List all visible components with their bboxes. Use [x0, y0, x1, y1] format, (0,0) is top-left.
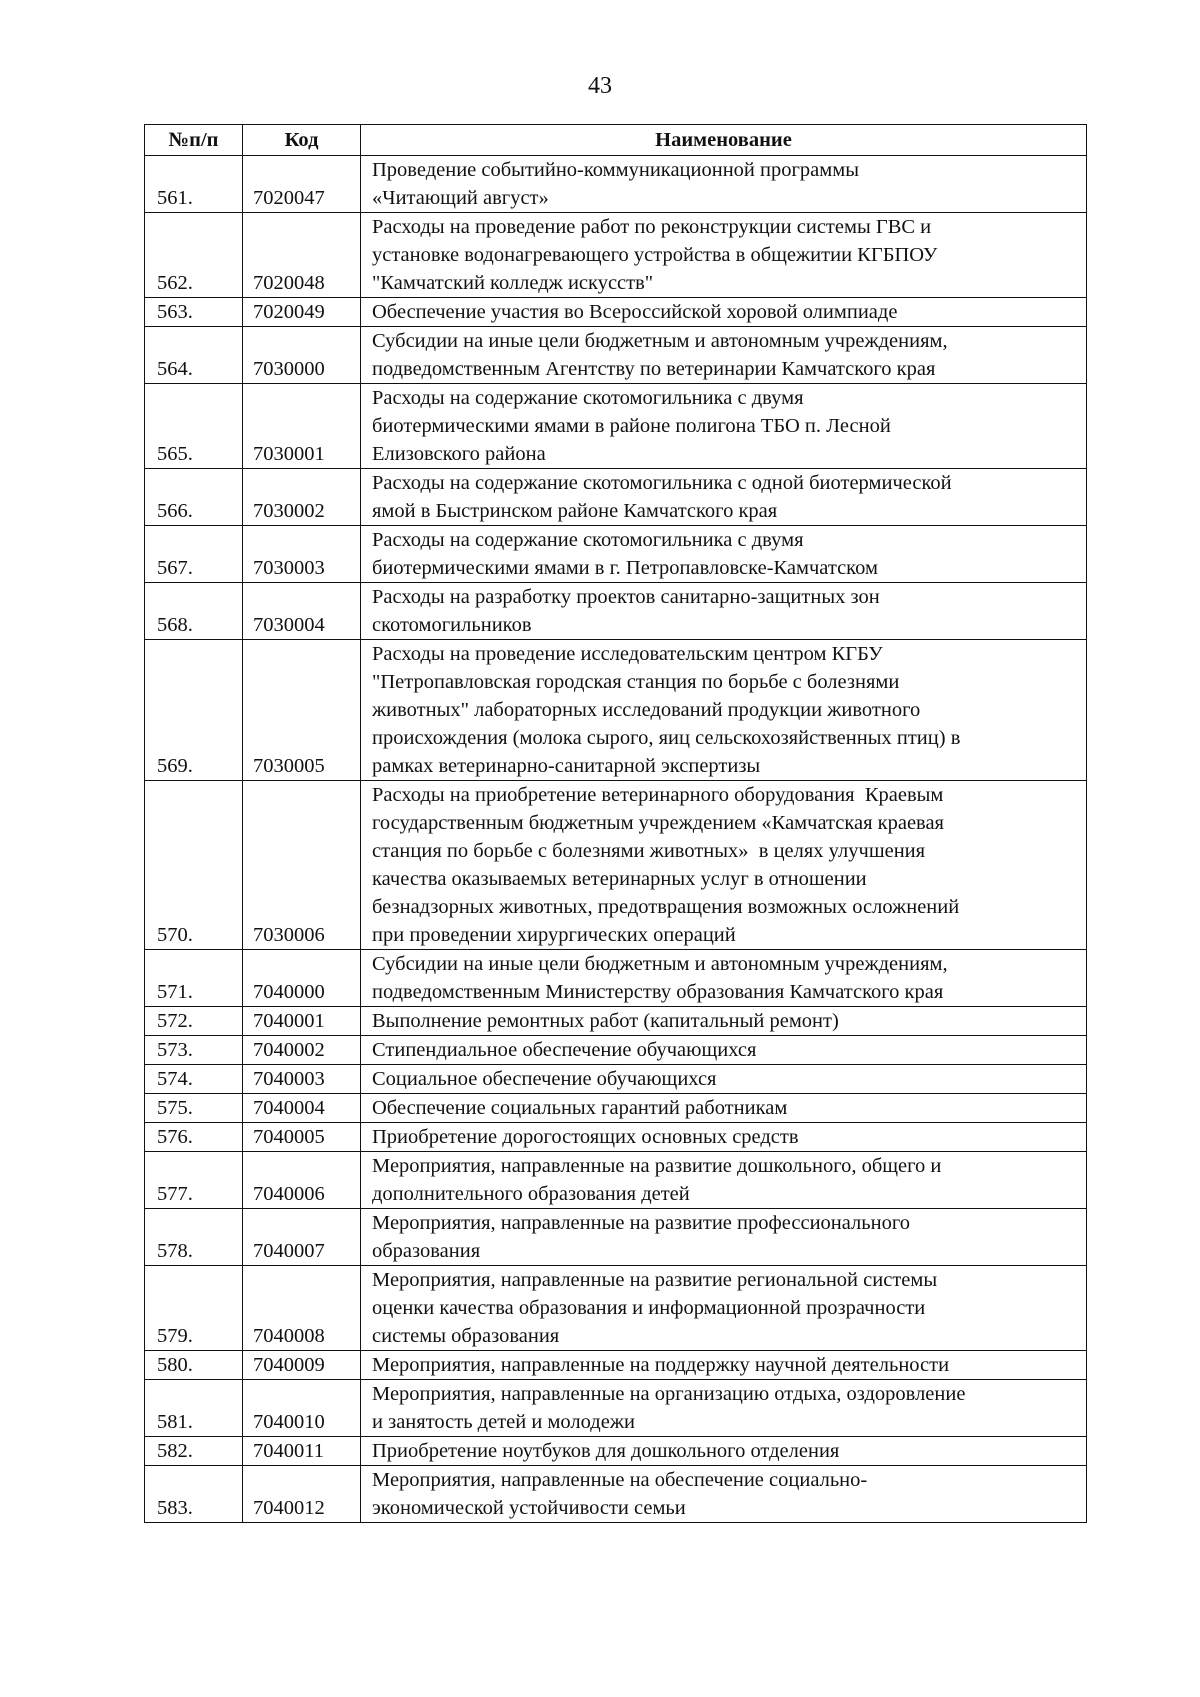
row-number: 561.: [145, 156, 243, 213]
row-code: 7040005: [243, 1123, 361, 1152]
row-name: [361, 950, 1087, 1007]
row-name-line: Приобретение ноутбуков для дошкольного отделения: [372, 1440, 840, 1462]
table-row: [145, 1466, 1087, 1523]
table-row: [145, 1123, 1087, 1152]
row-name-line: дополнительного образования детей: [372, 1183, 690, 1205]
row-number: 568.: [145, 583, 243, 640]
row-name-line: Субсидии на иные цели бюджетным и автономным учреждениям,: [372, 953, 948, 975]
row-name-line: "Камчатский колледж искусств": [372, 272, 654, 294]
row-number: 564.: [145, 327, 243, 384]
row-name: [361, 469, 1087, 526]
row-name-line: Мероприятия, направленные на развитие региональной системы: [372, 1269, 938, 1291]
row-name-line: установке водонагревающего устройства в общежитии КГБПОУ: [372, 244, 938, 266]
row-name-line: станция по борьбе с болезнями животных» в целях улучшения: [372, 840, 926, 862]
row-name: [361, 1123, 1087, 1152]
row-name-line: Субсидии на иные цели бюджетным и автономным учреждениям,: [372, 330, 948, 352]
row-name: [361, 1380, 1087, 1437]
row-name-line: Стипендиальное обеспечение обучающихся: [372, 1039, 757, 1061]
table-row: [145, 1094, 1087, 1123]
row-number: 578.: [145, 1209, 243, 1266]
row-number: 567.: [145, 526, 243, 583]
row-name-line: экономической устойчивости семьи: [372, 1497, 686, 1519]
table-row: [145, 583, 1087, 640]
row-name-line: происхождения (молока сырого, яиц сельскохозяйственных птиц) в: [372, 727, 961, 749]
row-name: [361, 384, 1087, 469]
table-row: [145, 384, 1087, 469]
row-name-line: государственным бюджетным учреждением «Камчатская краевая: [372, 812, 944, 834]
row-name-line: "Петропавловская городская станция по борьбе с болезнями: [372, 671, 900, 693]
row-name-line: оценки качества образования и информационной прозрачности: [372, 1297, 926, 1319]
row-code: 7030001: [243, 384, 361, 469]
row-number: 583.: [145, 1466, 243, 1523]
table-row: [145, 1437, 1087, 1466]
row-name-line: Обеспечение социальных гарантий работникам: [372, 1097, 788, 1119]
row-name-line: при проведении хирургических операций: [372, 924, 736, 946]
row-number: 566.: [145, 469, 243, 526]
row-name: [361, 1351, 1087, 1380]
row-name: [361, 1466, 1087, 1523]
row-code: 7040011: [243, 1437, 361, 1466]
row-number: 573.: [145, 1036, 243, 1065]
table-row: [145, 1007, 1087, 1036]
row-number: 565.: [145, 384, 243, 469]
row-name-line: системы образования: [372, 1325, 560, 1347]
row-name-line: Мероприятия, направленные на развитие профессионального: [372, 1212, 911, 1234]
row-name-line: Социальное обеспечение обучающихся: [372, 1068, 717, 1090]
table-row: [145, 950, 1087, 1007]
row-name-line: биотермическими ямами в районе полигона ТБО п. Лесной: [372, 415, 891, 437]
table-header-row: [145, 125, 1087, 156]
row-code: 7030000: [243, 327, 361, 384]
table-row: [145, 1065, 1087, 1094]
row-name: [361, 298, 1087, 327]
row-code: 7040007: [243, 1209, 361, 1266]
row-name-line: скотомогильников: [372, 614, 532, 636]
row-code: 7030004: [243, 583, 361, 640]
row-code: 7040002: [243, 1036, 361, 1065]
table-body: [145, 156, 1087, 1523]
table-row: [145, 526, 1087, 583]
row-name: [361, 156, 1087, 213]
row-code: 7030005: [243, 640, 361, 781]
row-name-line: Мероприятия, направленные на развитие дошкольного, общего и: [372, 1155, 942, 1177]
row-name-line: Обеспечение участия во Всероссийской хоровой олимпиаде: [372, 301, 898, 323]
row-number: 580.: [145, 1351, 243, 1380]
table-row: [145, 1152, 1087, 1209]
header-code: Код: [243, 125, 361, 156]
row-name-line: Расходы на приобретение ветеринарного оборудования Краевым: [372, 784, 944, 806]
row-code: 7040009: [243, 1351, 361, 1380]
row-code: 7040010: [243, 1380, 361, 1437]
row-name: [361, 1152, 1087, 1209]
row-number: 574.: [145, 1065, 243, 1094]
row-code: 7020048: [243, 213, 361, 298]
row-code: 7040008: [243, 1266, 361, 1351]
row-name: [361, 213, 1087, 298]
table-row: [145, 781, 1087, 950]
page-number: 43: [588, 73, 612, 99]
row-number: 562.: [145, 213, 243, 298]
row-code: 7040003: [243, 1065, 361, 1094]
row-name-line: Елизовского района: [372, 443, 546, 465]
row-code: 7040000: [243, 950, 361, 1007]
row-number: 569.: [145, 640, 243, 781]
row-name: [361, 1065, 1087, 1094]
row-name-line: Расходы на содержание скотомогильника с одной биотермической: [372, 472, 952, 494]
row-name-line: «Читающий август»: [372, 187, 549, 209]
table-row: [145, 1036, 1087, 1065]
table-row: [145, 298, 1087, 327]
row-number: 563.: [145, 298, 243, 327]
row-code: 7030002: [243, 469, 361, 526]
row-name: [361, 1036, 1087, 1065]
row-code: 7040001: [243, 1007, 361, 1036]
row-name-line: рамках ветеринарно-санитарной экспертизы: [372, 755, 761, 777]
row-number: 577.: [145, 1152, 243, 1209]
row-name-line: Приобретение дорогостоящих основных средств: [372, 1126, 799, 1148]
row-name: [361, 526, 1087, 583]
row-number: 579.: [145, 1266, 243, 1351]
table-row: [145, 1266, 1087, 1351]
row-name-line: образования: [372, 1240, 481, 1262]
row-name-line: Мероприятия, направленные на организацию отдыха, оздоровление: [372, 1383, 966, 1405]
table-row: [145, 213, 1087, 298]
row-number: 581.: [145, 1380, 243, 1437]
row-number: 582.: [145, 1437, 243, 1466]
row-number: 571.: [145, 950, 243, 1007]
header-name: Наименование: [361, 125, 1087, 156]
table-row: [145, 469, 1087, 526]
row-name-line: Расходы на разработку проектов санитарно-защитных зон: [372, 586, 880, 608]
row-number: 576.: [145, 1123, 243, 1152]
row-name: [361, 583, 1087, 640]
row-number: 575.: [145, 1094, 243, 1123]
header-number: №п/п: [145, 125, 243, 156]
row-code: 7040006: [243, 1152, 361, 1209]
row-name-line: Выполнение ремонтных работ (капитальный ремонт): [372, 1010, 839, 1032]
row-code: 7030003: [243, 526, 361, 583]
row-name: [361, 1437, 1087, 1466]
table-row: [145, 156, 1087, 213]
row-name-line: животных" лабораторных исследований продукции животного: [372, 699, 921, 721]
row-name: [361, 1209, 1087, 1266]
row-name: [361, 640, 1087, 781]
row-name-line: Расходы на содержание скотомогильника с двумя: [372, 529, 804, 551]
table-row: [145, 1209, 1087, 1266]
row-code: 7020047: [243, 156, 361, 213]
table-row: [145, 640, 1087, 781]
row-code: 7040004: [243, 1094, 361, 1123]
table-row: [145, 1380, 1087, 1437]
row-code: 7030006: [243, 781, 361, 950]
row-name-line: Расходы на проведение исследовательским центром КГБУ: [372, 643, 883, 665]
row-name: [361, 1094, 1087, 1123]
row-name-line: подведомственным Министерству образования Камчатского края: [372, 981, 944, 1003]
row-name-line: безнадзорных животных, предотвращения возможных осложнений: [372, 896, 960, 918]
row-name-line: Мероприятия, направленные на поддержку научной деятельности: [372, 1354, 950, 1376]
row-name: [361, 1266, 1087, 1351]
row-name-line: ямой в Быстринском районе Камчатского края: [372, 500, 778, 522]
row-name-line: Расходы на проведение работ по реконструкции системы ГВС и: [372, 216, 932, 238]
row-name-line: Расходы на содержание скотомогильника с двумя: [372, 387, 804, 409]
row-code: 7040012: [243, 1466, 361, 1523]
row-number: 570.: [145, 781, 243, 950]
table-row: [145, 1351, 1087, 1380]
row-name: [361, 1007, 1087, 1036]
row-name-line: качества оказываемых ветеринарных услуг в отношении: [372, 868, 867, 890]
row-name: [361, 327, 1087, 384]
row-name-line: подведомственным Агентству по ветеринарии Камчатского края: [372, 358, 936, 380]
row-name: [361, 781, 1087, 950]
expense-code-table: [144, 124, 1087, 1523]
row-code: 7020049: [243, 298, 361, 327]
row-name-line: Проведение событийно-коммуникационной программы: [372, 159, 859, 181]
table-row: [145, 327, 1087, 384]
row-name-line: Мероприятия, направленные на обеспечение социально-: [372, 1469, 868, 1491]
row-number: 572.: [145, 1007, 243, 1036]
row-name-line: биотермическими ямами в г. Петропавловске-Камчатском: [372, 557, 878, 579]
row-name-line: и занятость детей и молодежи: [372, 1411, 635, 1433]
